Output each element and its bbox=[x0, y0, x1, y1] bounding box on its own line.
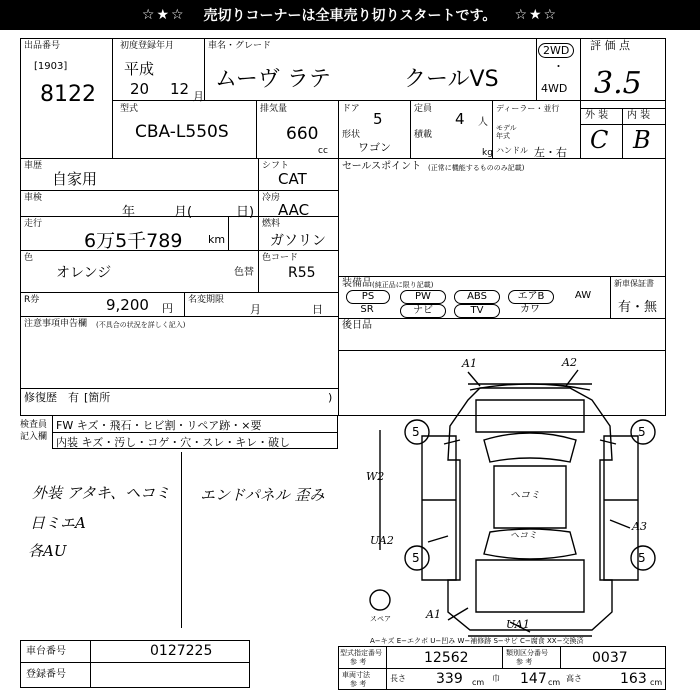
repair-label: 修復歴 bbox=[24, 391, 57, 404]
sales-note: (正常に機能するもののみ記載) bbox=[428, 164, 525, 172]
equip-sr: SR bbox=[360, 304, 374, 315]
handwriting-right-1: エンドパネル 歪み bbox=[200, 486, 325, 504]
type-value: CBA-L550S bbox=[135, 122, 229, 142]
dims-label-b: 参 考 bbox=[350, 680, 367, 688]
lot-number: 8122 bbox=[40, 82, 96, 107]
transfer-day: 日 bbox=[312, 303, 323, 316]
color-label: 色 bbox=[24, 253, 34, 263]
color-code-value: R55 bbox=[288, 265, 316, 281]
tire-rl: 5 bbox=[412, 551, 420, 565]
ac-label: 冷房 bbox=[262, 193, 281, 203]
chassis-value: 0127225 bbox=[150, 643, 213, 659]
inspection-year: 年 bbox=[122, 205, 136, 220]
cc-value: 660 bbox=[286, 124, 319, 144]
sales-label: セールスポイント bbox=[342, 161, 422, 172]
cap-label: 定員 bbox=[414, 104, 433, 114]
type-label: 型式 bbox=[120, 104, 139, 114]
diagram-note-roof: ヘコミ bbox=[510, 490, 540, 501]
warranty-label: 新車保証書 bbox=[614, 279, 654, 288]
load-unit: kg bbox=[482, 148, 493, 158]
equip-ps: PS bbox=[346, 290, 390, 304]
inspector-row-1: FW キズ・飛石・ヒビ割・リペア跡・×要 bbox=[56, 419, 262, 432]
tire-fl: 5 bbox=[412, 425, 420, 439]
recycle-label: R券 bbox=[24, 295, 40, 305]
banner-stars-right: ☆★☆ bbox=[514, 7, 559, 23]
mark-ua1: UA1 bbox=[506, 618, 530, 631]
registration-label: 登録番号 bbox=[26, 669, 66, 680]
options-label: 後日品 bbox=[342, 320, 372, 331]
banner-stars-left: ☆★☆ bbox=[141, 7, 186, 23]
model-year-label: モデル 年式 bbox=[496, 124, 517, 140]
spec-label-2b: 参 考 bbox=[516, 658, 533, 666]
color-change-label: 色替 bbox=[234, 267, 254, 278]
score-value: 3.5 bbox=[594, 66, 642, 101]
height-label: 高さ bbox=[566, 674, 582, 683]
handwriting-line-3: 各AU bbox=[28, 542, 67, 560]
tire-fr: 5 bbox=[638, 425, 646, 439]
spec-label-2: 類別区分番号 bbox=[506, 649, 548, 657]
lot-label: 出品番号 bbox=[24, 41, 61, 51]
score-label: 評 価 点 bbox=[590, 39, 630, 52]
drive-dot: ・ bbox=[553, 60, 564, 73]
damage-legend: A−キズ E−エクボ U−凹み W−補修跡 S−サビ C−腐食 XX−交換済 bbox=[370, 637, 584, 645]
reg-era: 平成 bbox=[124, 60, 155, 78]
mark-w2: W2 bbox=[366, 470, 385, 483]
length-value: 339 bbox=[436, 671, 463, 687]
recycle-value: 9,200 bbox=[106, 296, 149, 314]
mark-a1-bottom: A1 bbox=[426, 608, 441, 621]
mileage-unit: km bbox=[208, 233, 226, 246]
inspection-month: 月( bbox=[174, 205, 193, 220]
dealer-label: ディーラー・並行 bbox=[496, 104, 560, 113]
fuel-label: 燃料 bbox=[262, 219, 281, 229]
ac-value: AAC bbox=[278, 201, 310, 219]
equip-tv: TV bbox=[454, 304, 500, 318]
lot-sub: [1903] bbox=[34, 61, 68, 72]
mark-a1-top: A1 bbox=[462, 357, 477, 370]
fuel-value: ガソリン bbox=[270, 233, 326, 249]
ext-label: 外 装 bbox=[585, 110, 609, 121]
equip-pw: PW bbox=[400, 290, 446, 304]
load-label: 積載 bbox=[414, 130, 433, 140]
notes-sub: (不具合の状況を詳しく記入) bbox=[96, 321, 186, 329]
cap-unit: 人 bbox=[478, 117, 488, 128]
handle-label: ハンドル bbox=[496, 146, 528, 155]
chassis-label: 車台番号 bbox=[26, 646, 66, 657]
equip-note: (純正品に限り記載) bbox=[372, 281, 434, 289]
spec-label-1b: 参 考 bbox=[350, 658, 367, 666]
reg-year: 20 bbox=[130, 80, 150, 98]
shift-label: シフト bbox=[262, 161, 290, 171]
doors-label: ドア bbox=[342, 104, 360, 114]
handle-value: 左・右 bbox=[534, 146, 567, 159]
transfer-month: 月 bbox=[250, 303, 261, 316]
int-label: 内 装 bbox=[627, 110, 651, 121]
reg-label: 初度登録年月 bbox=[120, 41, 175, 51]
handwriting-line-1: 外装 アタキ、ヘコミ bbox=[32, 484, 171, 502]
equip-airbag: エアB bbox=[508, 290, 554, 304]
inspector-row-2: 内装 キズ・汚し・コゲ・穴・スレ・キレ・破し bbox=[56, 436, 291, 449]
history-label: 車歴 bbox=[24, 161, 43, 171]
repair-bracket: [箇所 bbox=[84, 391, 111, 404]
inspector-label-1: 検査員 bbox=[20, 420, 48, 430]
tire-rr: 5 bbox=[638, 551, 646, 565]
equip-label: 装備品 bbox=[342, 278, 372, 289]
shift-value: CAT bbox=[278, 170, 307, 188]
int-grade: B bbox=[633, 126, 651, 154]
doors-value: 5 bbox=[373, 110, 383, 128]
mark-a2: A2 bbox=[562, 356, 577, 369]
equip-navi: ナビ bbox=[400, 304, 446, 318]
shape-value: ワゴン bbox=[358, 141, 391, 154]
diagram-note-rear: ヘコミ bbox=[510, 531, 538, 541]
transfer-label: 名変期限 bbox=[188, 295, 225, 305]
spec-label-1: 型式指定番号 bbox=[340, 649, 382, 657]
ext-grade: C bbox=[590, 126, 609, 154]
spec-value-1: 12562 bbox=[424, 650, 469, 666]
cc-label: 排気量 bbox=[260, 104, 288, 114]
length-unit: cm bbox=[472, 678, 485, 687]
car-model: ムーヴ ラテ bbox=[215, 67, 331, 92]
height-value: 163 bbox=[620, 671, 647, 687]
mark-ua2: UA2 bbox=[370, 534, 394, 547]
color-code-label: 色コード bbox=[262, 253, 299, 263]
reg-unit: 月 bbox=[193, 90, 204, 103]
reg-month: 12 bbox=[170, 80, 190, 98]
length-label: 長さ bbox=[390, 674, 406, 683]
equip-abs: ABS bbox=[454, 290, 500, 304]
width-value: 147 bbox=[520, 671, 547, 687]
repair-close: ) bbox=[328, 391, 333, 404]
spec-value-2: 0037 bbox=[592, 650, 628, 666]
mileage-value: 6万5千789 bbox=[84, 230, 183, 252]
car-grade: クールVS bbox=[404, 67, 499, 92]
spare-label: スペア bbox=[370, 615, 391, 623]
warranty-value: 有・無 bbox=[618, 300, 658, 315]
mileage-label: 走行 bbox=[24, 219, 43, 229]
inspection-day: 日) bbox=[236, 205, 255, 220]
shape-label: 形状 bbox=[342, 130, 361, 140]
name-label: 車名・グレード bbox=[208, 41, 272, 51]
cc-unit: cc bbox=[318, 146, 328, 156]
equip-leather: カワ bbox=[520, 304, 540, 315]
dims-label: 車両寸法 bbox=[342, 671, 370, 679]
height-unit: cm bbox=[650, 678, 663, 687]
mark-a3: A3 bbox=[632, 520, 647, 533]
repair-value: 有 bbox=[68, 391, 79, 404]
handwriting-line-2: 日ミエA bbox=[30, 514, 86, 532]
width-label: 巾 bbox=[492, 674, 500, 683]
banner-text: 売切りコーナーは全車売り切りスタートです。 bbox=[203, 8, 497, 24]
recycle-unit: 円 bbox=[162, 302, 173, 315]
header-banner bbox=[0, 0, 700, 30]
equip-aw: AW bbox=[574, 290, 592, 301]
notes-label: 注意事項申告欄 bbox=[24, 319, 88, 329]
drive-4wd: 4WD bbox=[541, 82, 568, 95]
history-value: 自家用 bbox=[52, 170, 98, 188]
color-value: オレンジ bbox=[56, 265, 112, 281]
width-unit: cm bbox=[548, 678, 561, 687]
cap-value: 4 bbox=[455, 110, 465, 128]
drive-2wd: 2WD bbox=[538, 43, 574, 58]
inspector-label-2: 記入欄 bbox=[20, 432, 48, 442]
inspection-label: 車検 bbox=[24, 193, 43, 203]
